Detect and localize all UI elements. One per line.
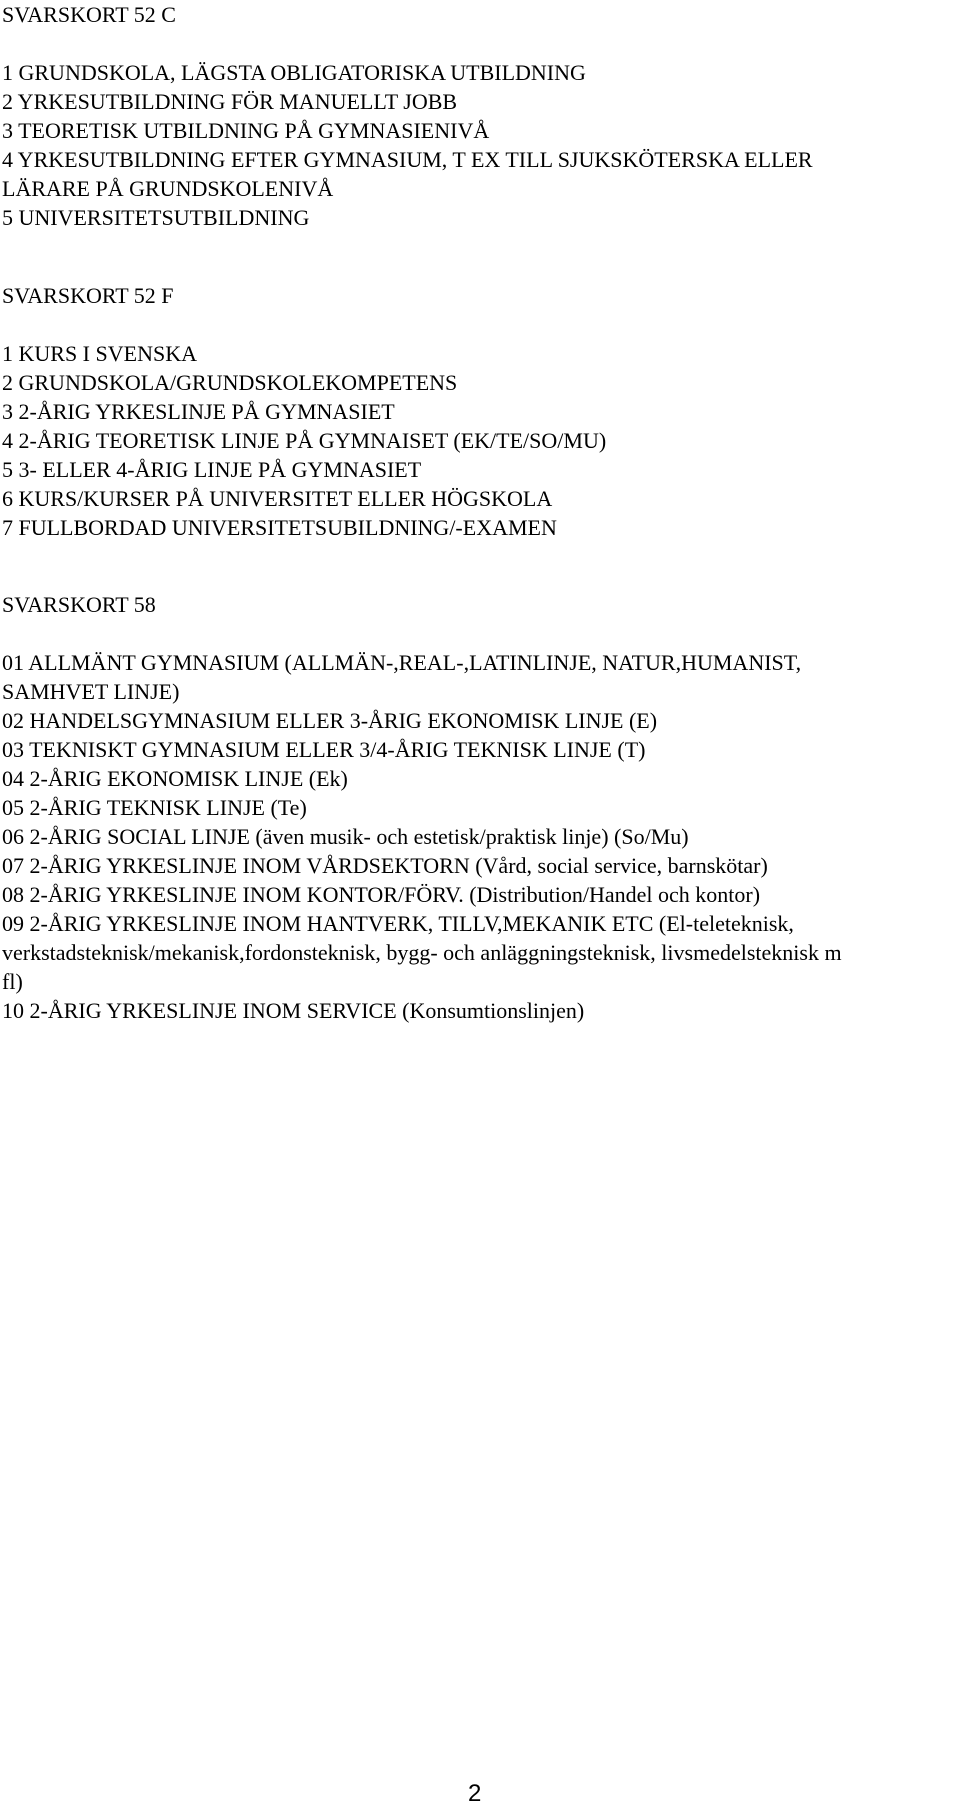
section-svarskort-52f [2, 281, 952, 542]
list-item: 1 GRUNDSKOLA, LÄGSTA OBLIGATORISKA UTBILDNING [2, 60, 586, 85]
list-item: 07 2-ÅRIG YRKESLINJE INOM VÅRDSEKTORN (Vård, social service, barnskötar) [2, 853, 768, 878]
list-item: 05 2-ÅRIG TEKNISK LINJE (Te) [2, 795, 307, 820]
list-item: 03 TEKNISKT GYMNASIUM ELLER 3/4-ÅRIG TEKNISK LINJE (T) [2, 737, 646, 762]
list-item: 4 2-ÅRIG TEORETISK LINJE PÅ GYMNAISET (EK/TE/SO/MU) [2, 428, 607, 453]
list-item: 4 YRKESUTBILDNING EFTER GYMNASIUM, T EX TILL SJUKSKÖTERSKA ELLER [2, 147, 813, 172]
list-item: 08 2-ÅRIG YRKESLINJE INOM KONTOR/FÖRV. (Distribution/Handel och kontor) [2, 882, 761, 907]
list-item: 10 2-ÅRIG YRKESLINJE INOM SERVICE (Konsumtionslinjen) [2, 998, 585, 1023]
section-svarskort-58 [2, 590, 952, 1025]
list-item: SAMHVET LINJE) [2, 679, 180, 704]
list-item: 6 KURS/KURSER PÅ UNIVERSITET ELLER HÖGSKOLA [2, 486, 553, 511]
list-item: verkstadsteknisk/mekanisk,fordonsteknisk, bygg- och anläggningsteknisk, livsmedelsteknisk m [2, 940, 842, 965]
list-item: 3 TEORETISK UTBILDNING PÅ GYMNASIENIVÅ [2, 118, 490, 143]
section-heading: SVARSKORT 58 [2, 592, 156, 617]
list-item: 5 UNIVERSITETSUTBILDNING [2, 205, 310, 230]
page-number: 2 [468, 1780, 482, 1807]
list-item: 04 2-ÅRIG EKONOMISK LINJE (Ek) [2, 766, 348, 791]
list-item: 02 HANDELSGYMNASIUM ELLER 3-ÅRIG EKONOMISK LINJE (E) [2, 708, 658, 733]
section-heading: SVARSKORT 52 F [2, 283, 174, 308]
list-item: 2 GRUNDSKOLA/GRUNDSKOLEKOMPETENS [2, 370, 458, 395]
list-item: 2 YRKESUTBILDNING FÖR MANUELLT JOBB [2, 89, 458, 114]
list-item: 01 ALLMÄNT GYMNASIUM (ALLMÄN-,REAL-,LATINLINJE, NATUR,HUMANIST, [2, 650, 802, 675]
list-item: 3 2-ÅRIG YRKESLINJE PÅ GYMNASIET [2, 399, 395, 424]
list-item: 5 3- ELLER 4-ÅRIG LINJE PÅ GYMNASIET [2, 457, 422, 482]
list-item: fl) [2, 969, 23, 994]
section-heading: SVARSKORT 52 C [2, 2, 176, 27]
list-item: 09 2-ÅRIG YRKESLINJE INOM HANTVERK, TILLV,MEKANIK ETC (El-teleteknisk, [2, 911, 794, 936]
section-svarskort-52c [2, 0, 952, 232]
list-item: 06 2-ÅRIG SOCIAL LINJE (även musik- och estetisk/praktisk linje) (So/Mu) [2, 824, 689, 849]
list-item: 1 KURS I SVENSKA [2, 341, 197, 366]
list-item: 7 FULLBORDAD UNIVERSITETSUBILDNING/-EXAMEN [2, 515, 557, 540]
list-item: LÄRARE PÅ GRUNDSKOLENIVÅ [2, 176, 334, 201]
